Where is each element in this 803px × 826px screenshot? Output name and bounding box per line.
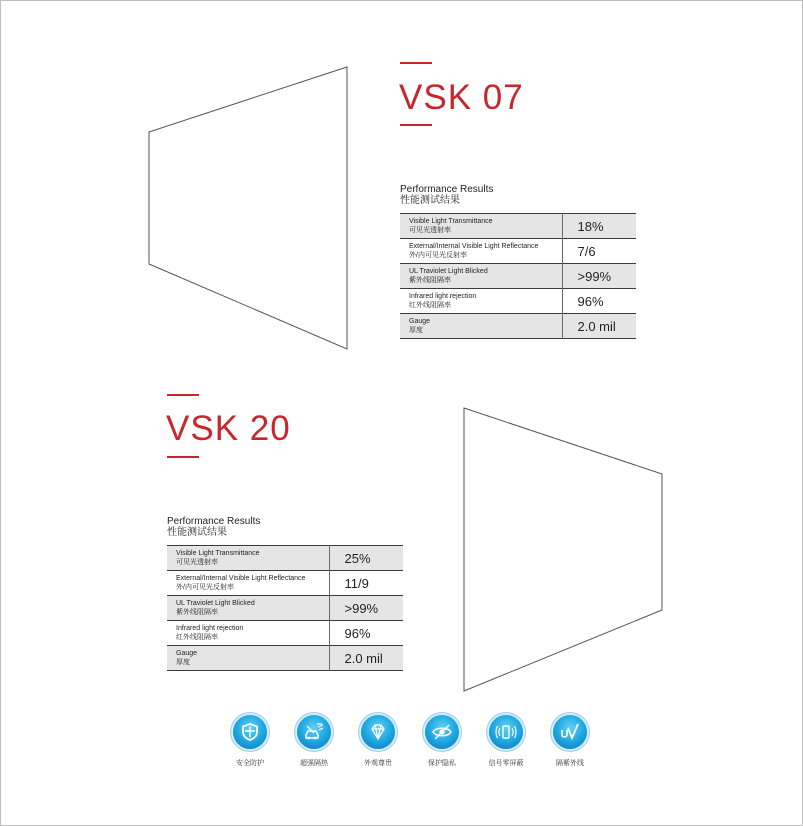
row-value: >99% [562,264,636,289]
table-row [400,289,636,314]
product-name: VSK 07 [399,78,524,117]
row-label-en: Visible Light Transmittance [409,218,493,225]
table-row [400,214,636,239]
table-row [400,314,636,339]
row-label-zh: 可见光透射率 [409,227,451,234]
table-row [167,596,403,621]
feature-safety [220,715,280,768]
row-label-zh: 可见光透射率 [176,559,218,566]
row-label-zh: 厚度 [176,659,190,666]
feature-heat-insulation [284,715,344,768]
row-label-zh: 厚度 [409,327,423,334]
film-sample-panel-top [146,64,351,352]
feature-uv-block [540,715,600,768]
title-rule-top [400,62,432,64]
privacy-eye-icon [425,715,459,749]
row-label-en: Gauge [409,318,431,325]
table-row [400,264,636,289]
table-row [167,546,403,571]
row-value: 7/6 [562,239,636,264]
row-value: 2.0 mil [562,314,636,339]
performance-title-en: Performance Results [167,516,261,527]
diamond-icon [361,715,395,749]
feature-label: 保护隐私 [428,760,456,767]
row-label-zh: 外/内可见光反射率 [409,252,467,259]
title-rule-top [167,394,199,396]
feature-appearance [348,715,408,768]
table-row [167,621,403,646]
uv-icon [553,715,587,749]
feature-signal [476,715,536,768]
row-label-en: Gauge [176,650,198,657]
title-rule-bottom [400,124,432,126]
row-value: 11/9 [329,571,403,596]
row-value: >99% [329,596,403,621]
table-row [167,646,403,671]
performance-title-en: Performance Results [400,184,494,195]
product-name: VSK 20 [166,409,291,448]
row-label-en: Infrared light rejection [409,293,477,300]
shield-icon [233,715,267,749]
row-label-en: External/Internal Visible Light Reflectance [176,575,306,582]
results-table [167,545,403,671]
row-label-en: External/Internal Visible Light Reflectance [409,243,539,250]
performance-title-zh: 性能测试结果 [167,527,227,538]
feature-label: 超强隔热 [300,760,328,767]
row-label-zh: 红外线阻隔率 [176,634,218,641]
signal-phone-icon [489,715,523,749]
row-value: 96% [562,289,636,314]
row-value: 96% [329,621,403,646]
table-row [400,239,636,264]
results-table [400,213,636,339]
row-label-en: Visible Light Transmittance [176,550,260,557]
feature-label: 外观尊贵 [364,760,392,767]
row-label-en: Infrared light rejection [176,625,244,632]
film-sample-panel-bottom [461,405,666,694]
row-value: 2.0 mil [329,646,403,671]
feature-privacy [412,715,472,768]
heat-car-icon [297,715,331,749]
row-label-en: UL Traviolet Light Blicked [409,268,488,275]
row-label-en: UL Traviolet Light Blicked [176,600,255,607]
feature-label: 隔紫外线 [556,760,584,767]
row-label-zh: 紫外线阻隔率 [409,277,451,284]
performance-title-zh: 性能测试结果 [400,195,460,206]
title-rule-bottom [167,456,199,458]
row-label-zh: 外/内可见光反射率 [176,584,234,591]
row-value: 25% [329,546,403,571]
row-label-zh: 红外线阻隔率 [409,302,451,309]
row-value: 18% [562,214,636,239]
feature-label: 信号零屏蔽 [488,760,524,767]
table-row [167,571,403,596]
feature-label: 安全防护 [236,760,264,767]
feature-icons-row [220,715,600,775]
row-label-zh: 紫外线阻隔率 [176,609,218,616]
